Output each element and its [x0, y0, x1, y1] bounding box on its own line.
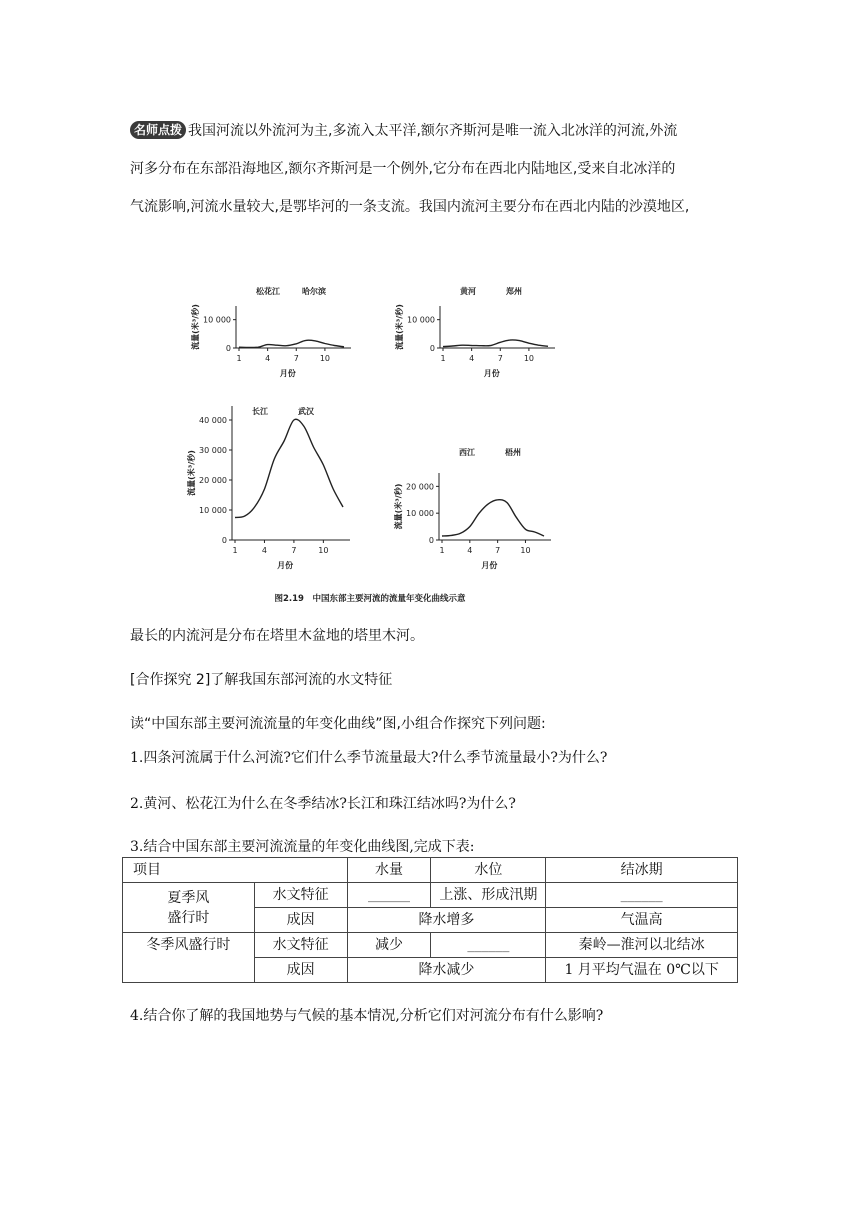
winter-cause-water: 降水减少	[347, 958, 546, 983]
y-tick-label: 10 000	[199, 506, 227, 515]
winter-monsoon-label: 冬季风盛行时	[123, 933, 255, 983]
x-tick-label: 4	[265, 354, 271, 363]
summer-freeze-blank[interactable]: ______	[546, 883, 738, 908]
x-tick-label: 7	[497, 354, 503, 363]
station-name: 郑州	[506, 287, 522, 296]
x-tick-label: 7	[495, 546, 501, 555]
x-tick-label: 1	[439, 546, 445, 555]
station-name: 哈尔滨	[302, 287, 326, 296]
summer-monsoon-label: 夏季风 盛行时	[123, 883, 255, 933]
header-freeze: 结冰期	[546, 858, 738, 883]
section-intro: 读“中国东部主要河流流量的年变化曲线”图,小组合作探究下列问题:	[130, 716, 546, 732]
x-tick-label: 10	[520, 546, 531, 555]
winter-volume-value: 减少	[347, 933, 431, 958]
question-4: 4.结合你了解的我国地势与气候的基本情况,分析它们对河流分布有什么影响?	[130, 1008, 604, 1024]
y-tick-label: 0	[221, 536, 227, 545]
x-tick-label: 7	[291, 546, 297, 555]
table-row	[123, 858, 738, 883]
header-level: 水位	[431, 858, 546, 883]
hydrology-table	[122, 857, 738, 983]
station-name: 武汉	[298, 407, 314, 416]
section-heading: [合作探究 2]了解我国东部河流的水文特征	[130, 672, 393, 688]
y-tick-label: 40 000	[199, 416, 227, 425]
river-name: 黄河	[460, 287, 476, 296]
river-flow-charts	[185, 278, 555, 608]
summer-cause-freeze: 气温高	[546, 908, 738, 933]
y-tick-label: 10 000	[203, 315, 231, 325]
y-tick-label: 10 000	[406, 509, 434, 519]
tip-text-line1: 我国河流以外流河为主,多流入太平洋,额尔齐斯河是唯一流入北冰洋的河流,外流	[188, 123, 678, 139]
y-axis-label: 流量(米³/秒)	[395, 304, 404, 350]
winter-feature-label: 水文特征	[254, 933, 347, 958]
tip-text-line3: 气流影响,河流水量较大,是鄂毕河的一条支流。我国内流河主要分布在西北内陆的沙漠地区,	[130, 199, 690, 215]
river-name: 西江	[459, 448, 475, 457]
x-axis-label: 月份	[277, 561, 294, 570]
river-name: 长江	[252, 407, 268, 416]
figure-caption: 图2.19 中国东部主要河流的流量年变化曲线示意	[274, 594, 466, 604]
y-axis-label: 流量(米³/秒)	[394, 483, 403, 530]
question-2: 2.黄河、松花江为什么在冬季结冰?长江和珠江结冰吗?为什么?	[130, 796, 516, 812]
question-1: 1.四条河流属于什么河流?它们什么季节流量最大?什么季节流量最小?为什么?	[130, 750, 608, 766]
y-tick-label: 0	[429, 344, 435, 353]
x-tick-label: 1	[232, 546, 238, 555]
teacher-tip	[130, 112, 730, 226]
summer-cause-label: 成因	[254, 908, 347, 933]
question-3: 3.结合中国东部主要河流流量的年变化曲线图,完成下表:	[130, 839, 475, 855]
y-tick-label: 20 000	[406, 482, 434, 492]
flow-curve	[239, 340, 344, 347]
flow-curve	[442, 500, 544, 536]
winter-cause-freeze: 1 月平均气温在 0℃以下	[546, 958, 738, 983]
station-name: 梧州	[505, 448, 521, 457]
x-tick-label: 1	[440, 354, 446, 363]
summer-level-value: 上涨、形成汛期	[431, 883, 546, 908]
flow-curve	[443, 340, 548, 347]
table-row	[123, 883, 738, 908]
tip-badge: 名师点拨	[130, 121, 186, 139]
x-tick-label: 4	[467, 546, 473, 555]
x-tick-label: 1	[236, 354, 242, 363]
x-tick-label: 10	[523, 354, 535, 363]
x-tick-label: 10	[319, 354, 331, 363]
flow-curve	[235, 419, 343, 517]
header-volume: 水量	[347, 858, 431, 883]
y-tick-label: 0	[225, 344, 231, 353]
winter-level-blank[interactable]: ______	[431, 933, 546, 958]
summer-cause-water: 降水增多	[347, 908, 546, 933]
x-axis-label: 月份	[483, 369, 500, 378]
winter-freeze-value: 秦岭—淮河以北结冰	[546, 933, 738, 958]
y-tick-label: 30 000	[199, 446, 227, 455]
river-name: 松花江	[256, 287, 280, 296]
summer-volume-blank[interactable]: ______	[347, 883, 431, 908]
x-tick-label: 7	[293, 354, 299, 363]
winter-cause-label: 成因	[254, 958, 347, 983]
y-tick-label: 0	[428, 536, 434, 545]
header-item: 项目	[123, 858, 348, 883]
river-flow-figure	[185, 278, 555, 608]
y-tick-label: 20 000	[199, 476, 227, 485]
table-row	[123, 933, 738, 958]
x-tick-label: 10	[318, 546, 329, 555]
x-tick-label: 4	[261, 546, 268, 555]
x-tick-label: 4	[469, 354, 475, 363]
y-tick-label: 10 000	[407, 315, 435, 325]
x-axis-label: 月份	[279, 369, 296, 378]
y-axis-label: 流量(米³/秒)	[187, 450, 196, 496]
summer-feature-label: 水文特征	[254, 883, 347, 908]
tip-text-line4: 最长的内流河是分布在塔里木盆地的塔里木河。	[130, 628, 424, 644]
tip-text-line2: 河多分布在东部沿海地区,额尔齐斯河是一个例外,它分布在西北内陆地区,受来自北冰洋的	[130, 161, 676, 177]
x-axis-label: 月份	[481, 561, 498, 570]
y-axis-label: 流量(米³/秒)	[191, 304, 200, 350]
